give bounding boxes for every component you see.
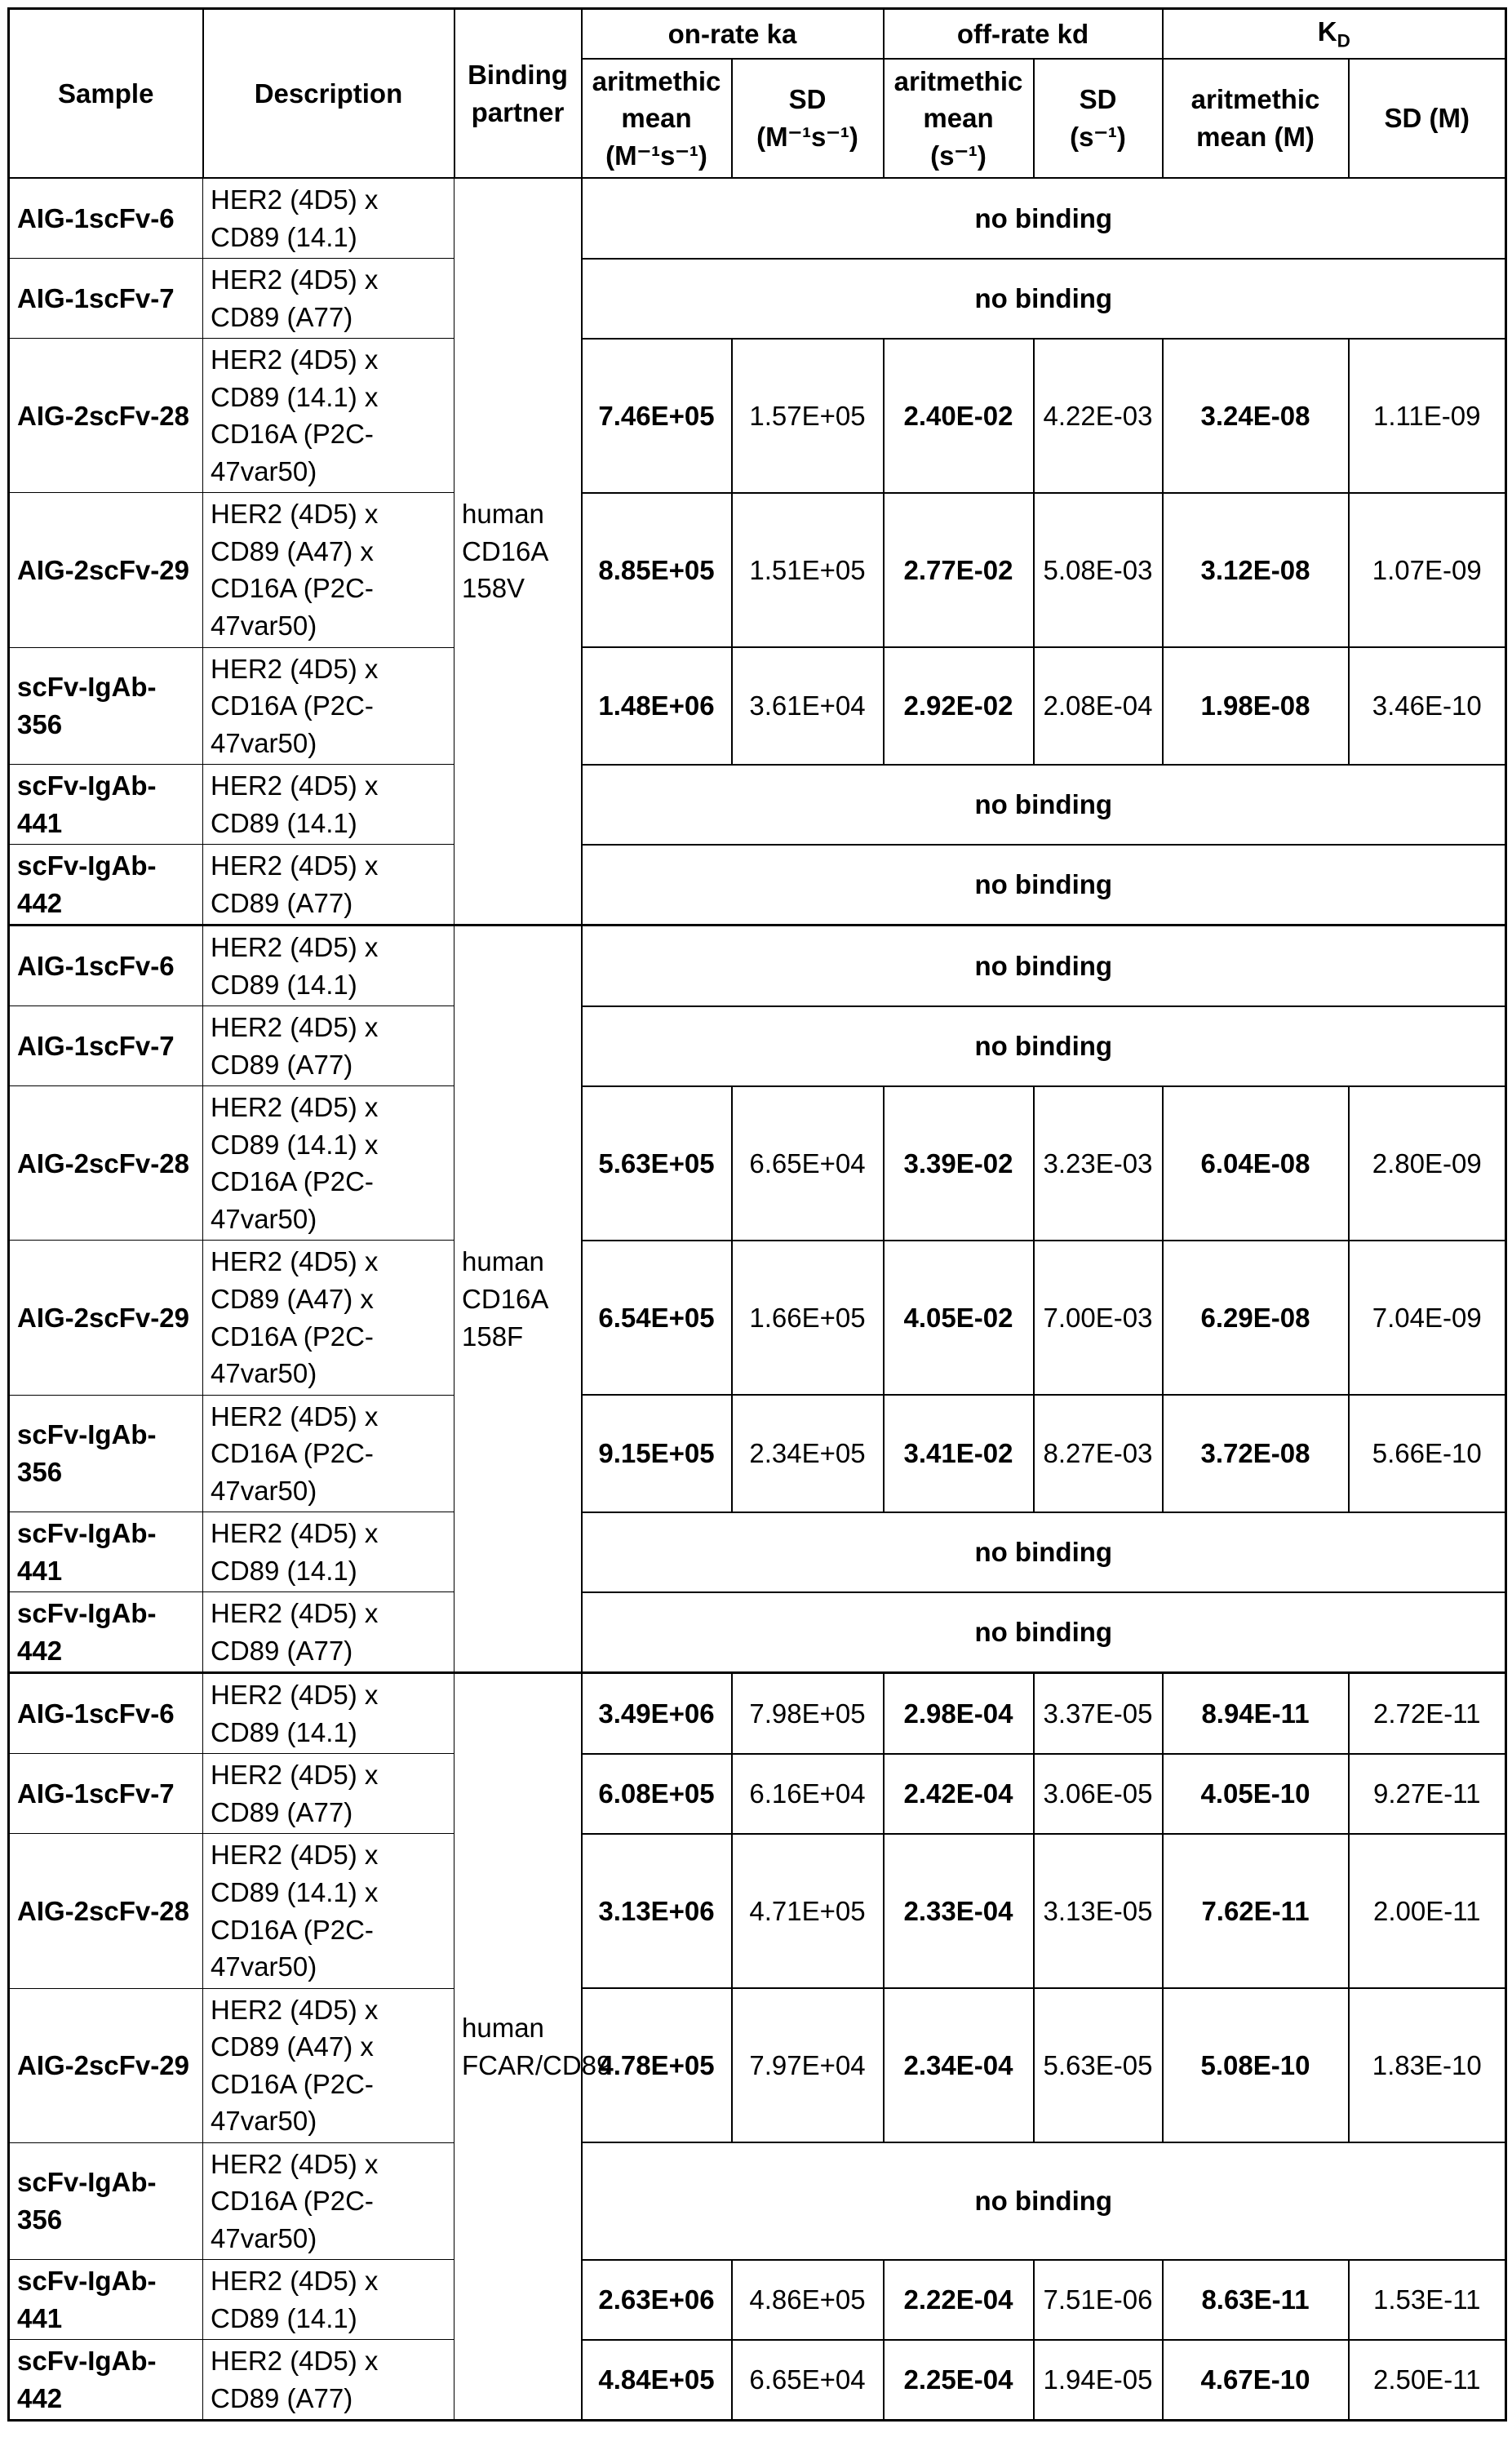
description-cell: HER2 (4D5) x CD89 (A47) x CD16A (P2C-47var50) xyxy=(203,1241,454,1395)
subheader-label: SD (M) xyxy=(1384,103,1470,134)
off-rate-sd-cell: 7.51E-06 xyxy=(1034,2260,1163,2340)
table-row xyxy=(9,1988,1506,2142)
table-row xyxy=(9,2340,1506,2421)
sample-cell: scFv-IgAb-356 xyxy=(9,2142,203,2260)
affinity-sd-cell: 1.11E-09 xyxy=(1349,339,1506,493)
off-rate-sd-cell: 3.23E-03 xyxy=(1034,1086,1163,1241)
description-cell: HER2 (4D5) x CD89 (14.1) x CD16A (P2C-47var50) xyxy=(203,1086,454,1241)
on-rate-mean-cell: 6.08E+05 xyxy=(582,1754,732,1834)
off-rate-mean-cell: 4.05E-02 xyxy=(884,1241,1034,1395)
on-rate-sd-cell: 6.65E+04 xyxy=(732,2340,884,2421)
description-cell: HER2 (4D5) x CD89 (14.1) xyxy=(203,1673,454,1754)
affinity-mean-cell: 6.04E-08 xyxy=(1163,1086,1349,1241)
column-header-binding-partner: Binding partner xyxy=(454,9,582,179)
on-rate-sd-cell: 6.65E+04 xyxy=(732,1086,884,1241)
off-rate-sd-cell: 3.37E-05 xyxy=(1034,1673,1163,1754)
table-row xyxy=(9,845,1506,926)
sample-cell: scFv-IgAb-442 xyxy=(9,845,203,926)
off-rate-mean-cell: 2.77E-02 xyxy=(884,493,1034,647)
no-binding-cell: no binding xyxy=(582,259,1506,339)
subheader-on-rate-sd xyxy=(732,59,884,179)
table-header xyxy=(9,9,1506,179)
off-rate-sd-cell: 4.22E-03 xyxy=(1034,339,1163,493)
affinity-sd-cell: 3.46E-10 xyxy=(1349,647,1506,765)
sample-cell: scFv-IgAb-441 xyxy=(9,1512,203,1592)
affinity-sd-cell: 1.83E-10 xyxy=(1349,1988,1506,2142)
off-rate-sd-cell: 3.13E-05 xyxy=(1034,1834,1163,1988)
column-group-off-rate: off-rate kd xyxy=(884,9,1163,59)
binding-kinetics-table xyxy=(7,7,1507,2422)
affinity-sd-cell: 5.66E-10 xyxy=(1349,1395,1506,1512)
table-row xyxy=(9,2260,1506,2340)
no-binding-cell: no binding xyxy=(582,765,1506,845)
sample-cell: AIG-1scFv-6 xyxy=(9,178,203,259)
subheader-label: SD xyxy=(1079,84,1117,115)
description-cell: HER2 (4D5) x CD89 (14.1) xyxy=(203,178,454,259)
affinity-mean-cell: 6.29E-08 xyxy=(1163,1241,1349,1395)
affinity-sd-cell: 2.72E-11 xyxy=(1349,1673,1506,1754)
column-header-sample: Sample xyxy=(9,9,203,179)
on-rate-mean-cell: 2.63E+06 xyxy=(582,2260,732,2340)
on-rate-mean-cell: 4.78E+05 xyxy=(582,1988,732,2142)
description-cell: HER2 (4D5) x CD16A (P2C-47var50) xyxy=(203,2142,454,2260)
description-cell: HER2 (4D5) x CD89 (A47) x CD16A (P2C-47var50) xyxy=(203,1988,454,2142)
column-group-affinity xyxy=(1163,9,1506,59)
table-row xyxy=(9,647,1506,765)
off-rate-sd-cell: 1.94E-05 xyxy=(1034,2340,1163,2421)
on-rate-mean-cell: 6.54E+05 xyxy=(582,1241,732,1395)
subheader-label: aritmethic xyxy=(1191,84,1320,115)
table-row xyxy=(9,493,1506,647)
off-rate-sd-cell: 5.63E-05 xyxy=(1034,1988,1163,2142)
subheader-unit: (s⁻¹) xyxy=(1070,121,1126,152)
affinity-symbol-subscript: D xyxy=(1337,30,1350,51)
on-rate-mean-cell: 3.49E+06 xyxy=(582,1673,732,1754)
affinity-sd-cell: 1.53E-11 xyxy=(1349,2260,1506,2340)
affinity-sd-cell: 2.80E-09 xyxy=(1349,1086,1506,1241)
on-rate-mean-cell: 1.48E+06 xyxy=(582,647,732,765)
sample-cell: AIG-2scFv-28 xyxy=(9,1834,203,1988)
affinity-sd-cell: 2.00E-11 xyxy=(1349,1834,1506,1988)
on-rate-sd-cell: 7.97E+04 xyxy=(732,1988,884,2142)
sample-cell: AIG-1scFv-6 xyxy=(9,926,203,1006)
off-rate-mean-cell: 2.22E-04 xyxy=(884,2260,1034,2340)
affinity-sd-cell: 7.04E-09 xyxy=(1349,1241,1506,1395)
description-cell: HER2 (4D5) x CD89 (14.1) xyxy=(203,765,454,845)
on-rate-sd-cell: 7.98E+05 xyxy=(732,1673,884,1754)
description-cell: HER2 (4D5) x CD89 (A77) xyxy=(203,1006,454,1086)
description-cell: HER2 (4D5) x CD16A (P2C-47var50) xyxy=(203,647,454,765)
sample-cell: scFv-IgAb-356 xyxy=(9,647,203,765)
subheader-label: aritmethic mean xyxy=(592,65,721,134)
sample-cell: AIG-1scFv-6 xyxy=(9,1673,203,1754)
subheader-label: aritmethic mean xyxy=(893,65,1023,134)
sample-cell: AIG-2scFv-29 xyxy=(9,1241,203,1395)
off-rate-mean-cell: 2.40E-02 xyxy=(884,339,1034,493)
affinity-mean-cell: 3.12E-08 xyxy=(1163,493,1349,647)
table-row xyxy=(9,765,1506,845)
off-rate-sd-cell: 8.27E-03 xyxy=(1034,1395,1163,1512)
sample-cell: scFv-IgAb-441 xyxy=(9,2260,203,2340)
header-row-groups xyxy=(9,9,1506,59)
sample-cell: AIG-1scFv-7 xyxy=(9,1754,203,1834)
description-cell: HER2 (4D5) x CD89 (A47) x CD16A (P2C-47var50) xyxy=(203,493,454,647)
subheader-off-rate-sd xyxy=(1034,59,1163,179)
on-rate-sd-cell: 4.86E+05 xyxy=(732,2260,884,2340)
table-row xyxy=(9,1754,1506,1834)
on-rate-sd-cell: 2.34E+05 xyxy=(732,1395,884,1512)
no-binding-cell: no binding xyxy=(582,926,1506,1006)
sample-cell: AIG-2scFv-28 xyxy=(9,1086,203,1241)
binding-partner-cell: human FCAR/CD89 xyxy=(454,1673,582,2421)
description-cell: HER2 (4D5) x CD89 (14.1) x CD16A (P2C-47var50) xyxy=(203,1834,454,1988)
affinity-symbol-base: K xyxy=(1317,16,1337,47)
table-row xyxy=(9,1086,1506,1241)
off-rate-sd-cell: 5.08E-03 xyxy=(1034,493,1163,647)
no-binding-cell: no binding xyxy=(582,1512,1506,1592)
description-cell: HER2 (4D5) x CD89 (14.1) xyxy=(203,926,454,1006)
sample-cell: AIG-1scFv-7 xyxy=(9,259,203,339)
affinity-mean-cell: 8.94E-11 xyxy=(1163,1673,1349,1754)
no-binding-cell: no binding xyxy=(582,1592,1506,1673)
sample-cell: scFv-IgAb-441 xyxy=(9,765,203,845)
subheader-unit: (s⁻¹) xyxy=(930,140,987,171)
column-header-description: Description xyxy=(203,9,454,179)
description-cell: HER2 (4D5) x CD89 (A77) xyxy=(203,1592,454,1673)
description-cell: HER2 (4D5) x CD89 (14.1) xyxy=(203,1512,454,1592)
description-cell: HER2 (4D5) x CD89 (A77) xyxy=(203,259,454,339)
table-body xyxy=(9,178,1506,2421)
on-rate-mean-cell: 5.63E+05 xyxy=(582,1086,732,1241)
table-row xyxy=(9,1673,1506,1754)
off-rate-mean-cell: 2.42E-04 xyxy=(884,1754,1034,1834)
table-row xyxy=(9,259,1506,339)
no-binding-cell: no binding xyxy=(582,2142,1506,2260)
affinity-mean-cell: 1.98E-08 xyxy=(1163,647,1349,765)
subheader-label: SD xyxy=(788,84,827,115)
table-row xyxy=(9,1006,1506,1086)
sample-cell: AIG-2scFv-29 xyxy=(9,493,203,647)
off-rate-sd-cell: 3.06E-05 xyxy=(1034,1754,1163,1834)
on-rate-mean-cell: 8.85E+05 xyxy=(582,493,732,647)
subheader-affinity-mean xyxy=(1163,59,1349,179)
table-row xyxy=(9,1834,1506,1988)
description-cell: HER2 (4D5) x CD89 (14.1) xyxy=(203,2260,454,2340)
on-rate-mean-cell: 4.84E+05 xyxy=(582,2340,732,2421)
off-rate-sd-cell: 7.00E-03 xyxy=(1034,1241,1163,1395)
table-row xyxy=(9,1592,1506,1673)
sample-cell: scFv-IgAb-356 xyxy=(9,1395,203,1512)
binding-partner-cell: human CD16A 158V xyxy=(454,178,582,926)
affinity-mean-cell: 4.05E-10 xyxy=(1163,1754,1349,1834)
no-binding-cell: no binding xyxy=(582,178,1506,259)
affinity-mean-cell: 3.24E-08 xyxy=(1163,339,1349,493)
on-rate-sd-cell: 3.61E+04 xyxy=(732,647,884,765)
affinity-mean-cell: 5.08E-10 xyxy=(1163,1988,1349,2142)
subheader-unit: (M⁻¹s⁻¹) xyxy=(605,140,707,171)
subheader-affinity-sd xyxy=(1349,59,1506,179)
sample-cell: scFv-IgAb-442 xyxy=(9,1592,203,1673)
description-cell: HER2 (4D5) x CD89 (A77) xyxy=(203,845,454,926)
affinity-mean-cell: 7.62E-11 xyxy=(1163,1834,1349,1988)
sample-cell: AIG-2scFv-29 xyxy=(9,1988,203,2142)
table-row xyxy=(9,1395,1506,1512)
affinity-sd-cell: 2.50E-11 xyxy=(1349,2340,1506,2421)
off-rate-sd-cell: 2.08E-04 xyxy=(1034,647,1163,765)
table-row xyxy=(9,178,1506,259)
on-rate-mean-cell: 3.13E+06 xyxy=(582,1834,732,1988)
on-rate-sd-cell: 1.57E+05 xyxy=(732,339,884,493)
on-rate-sd-cell: 1.66E+05 xyxy=(732,1241,884,1395)
off-rate-mean-cell: 2.34E-04 xyxy=(884,1988,1034,2142)
table-row xyxy=(9,339,1506,493)
off-rate-mean-cell: 3.39E-02 xyxy=(884,1086,1034,1241)
affinity-mean-cell: 3.72E-08 xyxy=(1163,1395,1349,1512)
on-rate-mean-cell: 9.15E+05 xyxy=(582,1395,732,1512)
affinity-sd-cell: 9.27E-11 xyxy=(1349,1754,1506,1834)
off-rate-mean-cell: 2.98E-04 xyxy=(884,1673,1034,1754)
off-rate-mean-cell: 2.25E-04 xyxy=(884,2340,1034,2421)
column-group-on-rate: on-rate ka xyxy=(582,9,884,59)
on-rate-mean-cell: 7.46E+05 xyxy=(582,339,732,493)
subheader-on-rate-mean xyxy=(582,59,732,179)
table-row xyxy=(9,2142,1506,2260)
affinity-sd-cell: 1.07E-09 xyxy=(1349,493,1506,647)
sample-cell: scFv-IgAb-442 xyxy=(9,2340,203,2421)
table-row xyxy=(9,1241,1506,1395)
on-rate-sd-cell: 1.51E+05 xyxy=(732,493,884,647)
no-binding-cell: no binding xyxy=(582,845,1506,926)
sample-cell: AIG-1scFv-7 xyxy=(9,1006,203,1086)
on-rate-sd-cell: 4.71E+05 xyxy=(732,1834,884,1988)
affinity-mean-cell: 4.67E-10 xyxy=(1163,2340,1349,2421)
no-binding-cell: no binding xyxy=(582,1006,1506,1086)
off-rate-mean-cell: 2.33E-04 xyxy=(884,1834,1034,1988)
table-row xyxy=(9,926,1506,1006)
affinity-mean-cell: 8.63E-11 xyxy=(1163,2260,1349,2340)
description-cell: HER2 (4D5) x CD89 (14.1) x CD16A (P2C-47var50) xyxy=(203,339,454,493)
table-row xyxy=(9,1512,1506,1592)
off-rate-mean-cell: 3.41E-02 xyxy=(884,1395,1034,1512)
description-cell: HER2 (4D5) x CD89 (A77) xyxy=(203,2340,454,2421)
description-cell: HER2 (4D5) x CD16A (P2C-47var50) xyxy=(203,1395,454,1512)
off-rate-mean-cell: 2.92E-02 xyxy=(884,647,1034,765)
subheader-unit: (M⁻¹s⁻¹) xyxy=(756,121,858,152)
subheader-off-rate-mean xyxy=(884,59,1034,179)
subheader-unit: mean (M) xyxy=(1196,121,1315,152)
description-cell: HER2 (4D5) x CD89 (A77) xyxy=(203,1754,454,1834)
sample-cell: AIG-2scFv-28 xyxy=(9,339,203,493)
binding-partner-cell: human CD16A 158F xyxy=(454,926,582,1673)
on-rate-sd-cell: 6.16E+04 xyxy=(732,1754,884,1834)
